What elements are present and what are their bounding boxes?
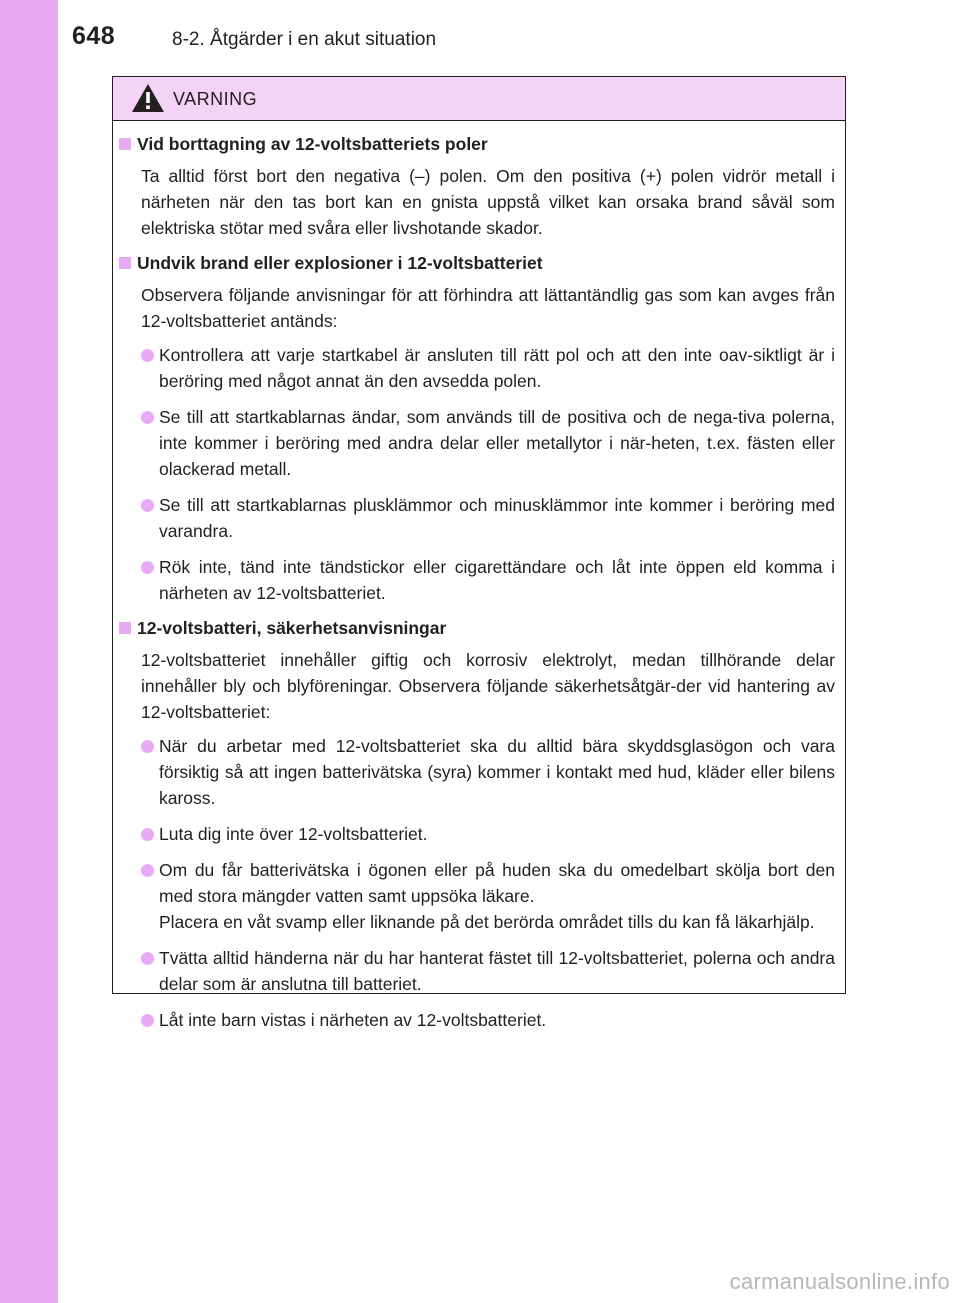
bullet-list bbox=[141, 342, 835, 606]
circle-bullet-icon bbox=[141, 864, 154, 877]
circle-bullet-icon bbox=[141, 828, 154, 841]
list-item: Tvätta alltid händerna när du har hanterat fästet till 12-voltsbatteriet, polerna och andra delar som är anslutna till batteriet. bbox=[141, 945, 835, 997]
square-bullet-icon bbox=[119, 622, 131, 634]
warning-content bbox=[113, 132, 845, 1043]
square-bullet-icon bbox=[119, 257, 131, 269]
warning-section bbox=[113, 616, 845, 1033]
circle-bullet-icon bbox=[141, 740, 154, 753]
sidebar-tab-strip bbox=[0, 0, 58, 1303]
section-body: 12-voltsbatteriet innehåller giftig och korrosiv elektrolyt, medan tillhörande delar innehåller bly och blyföreningar. Observera följande säkerhetsåtgär-der vid hantering av 12-voltsbatteriet: bbox=[141, 650, 835, 722]
section-heading: Undvik brand eller explosioner i 12-voltsbatteriet bbox=[113, 251, 845, 276]
warning-section bbox=[113, 132, 845, 241]
section-title: 8-2. Åtgärder i en akut situation bbox=[172, 29, 437, 50]
watermark: carmanualsonline.info bbox=[729, 1269, 950, 1294]
list-item: Luta dig inte över 12-voltsbatteriet. bbox=[141, 821, 835, 847]
circle-bullet-icon bbox=[141, 411, 154, 424]
list-item: Kontrollera att varje startkabel är ansluten till rätt pol och att den inte oav-siktligt är i beröring med något annat än den avsedda polen. bbox=[141, 342, 835, 394]
list-item: Rök inte, tänd inte tändstickor eller cigarettändare och låt inte öppen eld komma i närheten av 12-voltsbatteriet. bbox=[141, 554, 835, 606]
warning-box bbox=[112, 76, 846, 1030]
circle-bullet-icon bbox=[141, 1014, 154, 1027]
square-bullet-icon bbox=[119, 138, 131, 150]
list-item: När du arbetar med 12-voltsbatteriet ska du alltid bära skyddsglasögon och vara försiktig så att ingen batterivätska (syra) kommer i kontakt med hud, kläder eller bilens kaross. bbox=[141, 733, 835, 811]
warning-header bbox=[113, 77, 845, 121]
bullet-list bbox=[141, 733, 835, 1033]
section-body: Observera följande anvisningar för att förhindra att lättantändlig gas som kan avges från 12-voltsbatteriet antänds: bbox=[141, 285, 835, 331]
warning-section bbox=[113, 251, 845, 606]
warning-triangle-icon bbox=[131, 83, 165, 113]
warning-title: VARNING bbox=[173, 89, 258, 109]
circle-bullet-icon bbox=[141, 349, 154, 362]
circle-bullet-icon bbox=[141, 952, 154, 965]
list-item: Se till att startkablarnas plusklämmor och minusklämmor inte kommer i beröring med varandra. bbox=[141, 492, 835, 544]
list-item: Låt inte barn vistas i närheten av 12-voltsbatteriet. bbox=[141, 1007, 835, 1033]
list-item: Om du får batterivätska i ögonen eller på huden ska du omedelbart skölja bort den med stora mängder vatten samt uppsöka läkare. Placera en våt svamp eller liknande på det berörda området tills du kan få läkarhjälp. bbox=[141, 857, 835, 935]
section-body: Ta alltid först bort den negativa (–) polen. Om den positiva (+) polen vidrör metall i närheten när den tas bort kan en gnista uppstå vilket kan orsaka brand såväl som elektriska stötar med svåra eller livshotande skador. bbox=[141, 166, 835, 238]
circle-bullet-icon bbox=[141, 499, 154, 512]
circle-bullet-icon bbox=[141, 561, 154, 574]
list-item: Se till att startkablarnas ändar, som används till de positiva och de nega-tiva polerna, inte kommer i beröring med andra delar eller metallytor i när-heten, t.ex. fästen eller olackerad metall. bbox=[141, 404, 835, 482]
page-number: 648 bbox=[72, 22, 116, 50]
section-heading: Vid borttagning av 12-voltsbatteriets poler bbox=[113, 132, 845, 157]
bullet-extra-paragraph: Placera en våt svamp eller liknande på det berörda området tills du kan få läkarhjälp. bbox=[159, 912, 815, 932]
section-heading: 12-voltsbatteri, säkerhetsanvisningar bbox=[113, 616, 845, 641]
